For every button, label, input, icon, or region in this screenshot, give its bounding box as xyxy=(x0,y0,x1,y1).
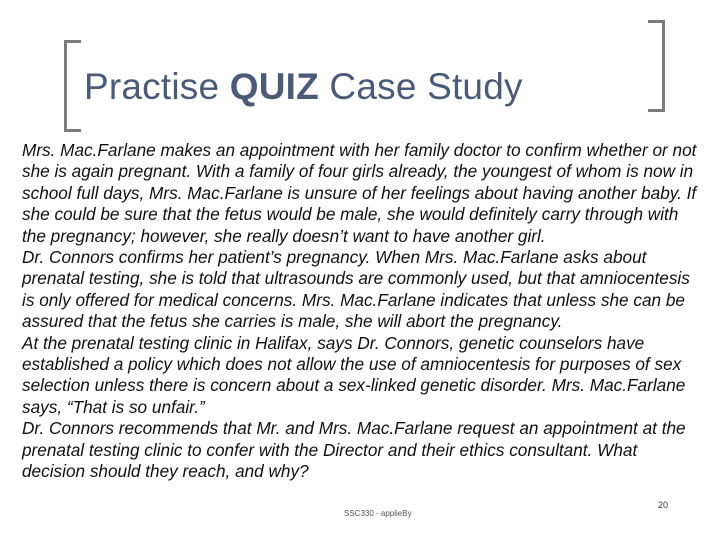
paragraph-3: At the prenatal testing clinic in Halifax, says Dr. Connors, genetic counselors have established a policy which does not allow the use of amniocentesis for purposes of sex selection unless there is concern about a sex-linked genetic disorder. Mrs. Mac.Farlane says, “That is so unfair.” xyxy=(22,332,686,417)
left-bracket-decoration xyxy=(64,40,81,132)
paragraph-2: Dr. Connors confirms her patient’s pregnancy. When Mrs. Mac.Farlane asks about prenatal testing, she is told that ultrasounds are commonly used, but that amniocentesis is only offered for medical concerns. Mrs. Mac.Farlane indicates that unless she can be assured that the fetus she carries is male, she will abort the pregnancy. xyxy=(22,247,690,332)
paragraph-1: Mrs. Mac.Farlane makes an appointment with her family doctor to confirm whether or not she is again pregnant. With a family of four girls already, the youngest of whom is now in school full days, Mrs. Mac.Farlane is unsure of her feelings about having another baby. If she could be sure that the fetus would be male, she would definitely carry through with the pregnancy; however, she really doesn’t want to have another girl. xyxy=(22,140,697,246)
case-study-body xyxy=(22,140,702,483)
slide-title xyxy=(84,66,523,108)
title-part-1: Practise xyxy=(84,66,230,107)
title-bold-word: QUIZ xyxy=(229,66,319,107)
page-number: 20 xyxy=(658,500,669,510)
title-part-2: Case Study xyxy=(318,66,523,107)
slide-footer: SSC330 - applieBy xyxy=(344,509,412,518)
paragraph-4: Dr. Connors recommends that Mr. and Mrs. Mac.Farlane request an appointment at the prenatal testing clinic to confer with the Director and their ethics consultant. What decision should they reach, and why? xyxy=(22,418,686,482)
right-bracket-decoration xyxy=(648,20,665,112)
